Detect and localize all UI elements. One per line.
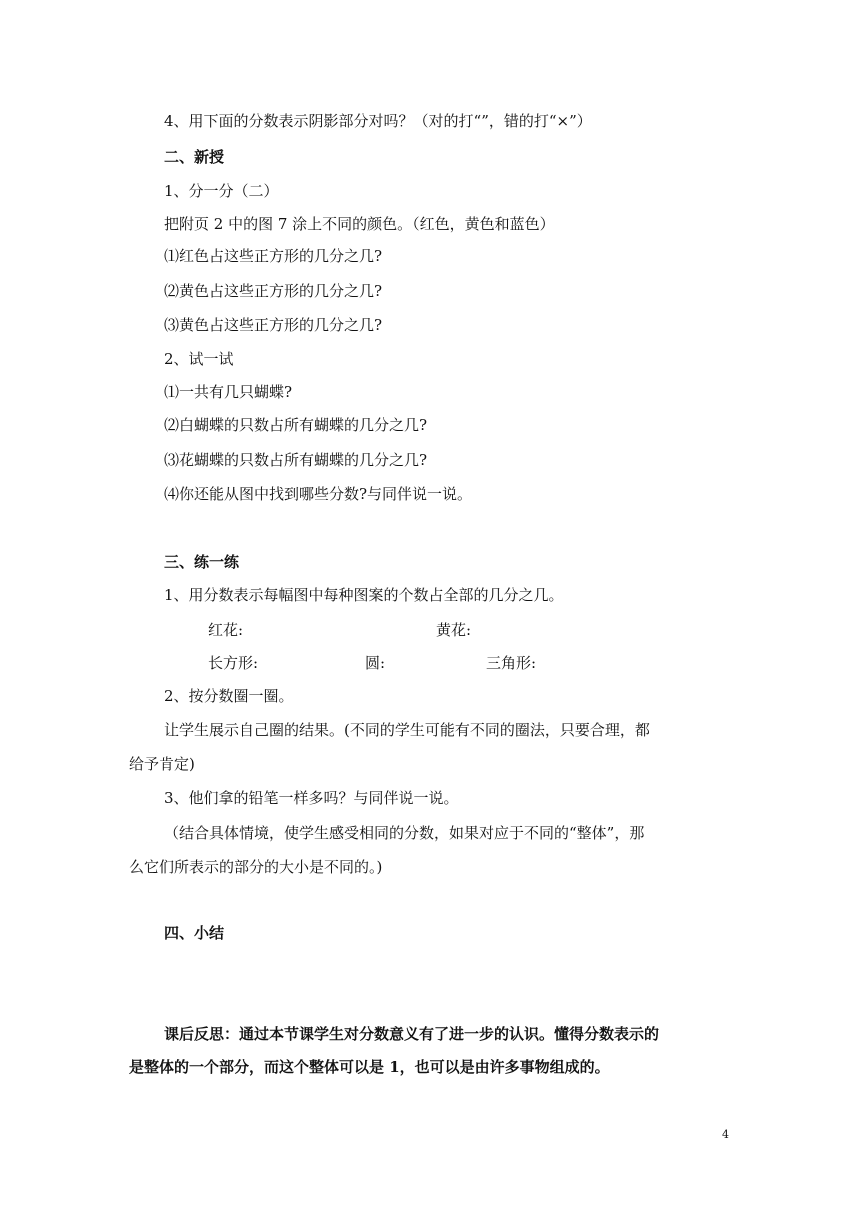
reflection-line-1: 课后反思：通过本节课学生对分数意义有了进一步的认识。懂得分数表示的 xyxy=(164,1025,660,1043)
section-heading-summary: 四、小结 xyxy=(164,924,225,942)
yellow-flower-label: 黄花: xyxy=(436,621,472,639)
part2-question-2: ⑵白蝴蝶的只数占所有蝴蝶的几分之几? xyxy=(164,416,428,434)
part2-question-3: ⑶花蝴蝶的只数占所有蝴蝶的几分之几? xyxy=(164,451,428,469)
circle-label: 圆: xyxy=(365,654,386,672)
reflection-line-2: 是整体的一个部分，而这个整体可以是 1，也可以是由许多事物组成的。 xyxy=(129,1058,610,1076)
practice-item-3: 3、他们拿的铅笔一样多吗？与同伴说一说。 xyxy=(164,789,459,807)
part2-title: 2、试一试 xyxy=(164,350,234,368)
section-heading-practice: 三、练一练 xyxy=(164,553,240,571)
part2-question-1: ⑴一共有几只蝴蝶? xyxy=(164,383,293,401)
practice-item-1: 1、用分数表示每幅图中每种图案的个数占全部的几分之几。 xyxy=(164,586,564,604)
section-heading-new-lesson: 二、新授 xyxy=(164,148,225,166)
part1-title: 1、分一分（二） xyxy=(164,182,279,200)
red-flower-label: 红花: xyxy=(208,621,244,639)
practice-item-2-note-line-2: 给予肯定) xyxy=(129,755,195,773)
part1-intro: 把附页 2 中的图 7 涂上不同的颜色。（红色，黄色和蓝色） xyxy=(164,215,555,233)
practice-item-2: 2、按分数圈一圈。 xyxy=(164,687,294,705)
triangle-label: 三角形: xyxy=(486,654,537,672)
part1-question-2: ⑵黄色占这些正方形的几分之几? xyxy=(164,282,383,300)
page-number: 4 xyxy=(722,1128,729,1141)
practice-item-3-note-line-1: （结合具体情境，使学生感受相同的分数，如果对应于不同的“整体”，那 xyxy=(164,824,645,842)
review-question-4: 4、用下面的分数表示阴影部分对吗？（对的打“”，错的打“×”） xyxy=(164,112,592,130)
practice-item-2-note-line-1: 让学生展示自己圈的结果。(不同的学生可能有不同的圈法，只要合理，都 xyxy=(164,721,650,739)
rectangle-label: 长方形: xyxy=(208,654,259,672)
part1-question-1: ⑴红色占这些正方形的几分之几? xyxy=(164,247,383,265)
part1-question-3: ⑶黄色占这些正方形的几分之几? xyxy=(164,316,383,334)
practice-item-3-note-line-2: 么它们所表示的部分的大小是不同的。) xyxy=(129,858,383,876)
part2-question-4: ⑷你还能从图中找到哪些分数?与同伴说一说。 xyxy=(164,485,473,503)
